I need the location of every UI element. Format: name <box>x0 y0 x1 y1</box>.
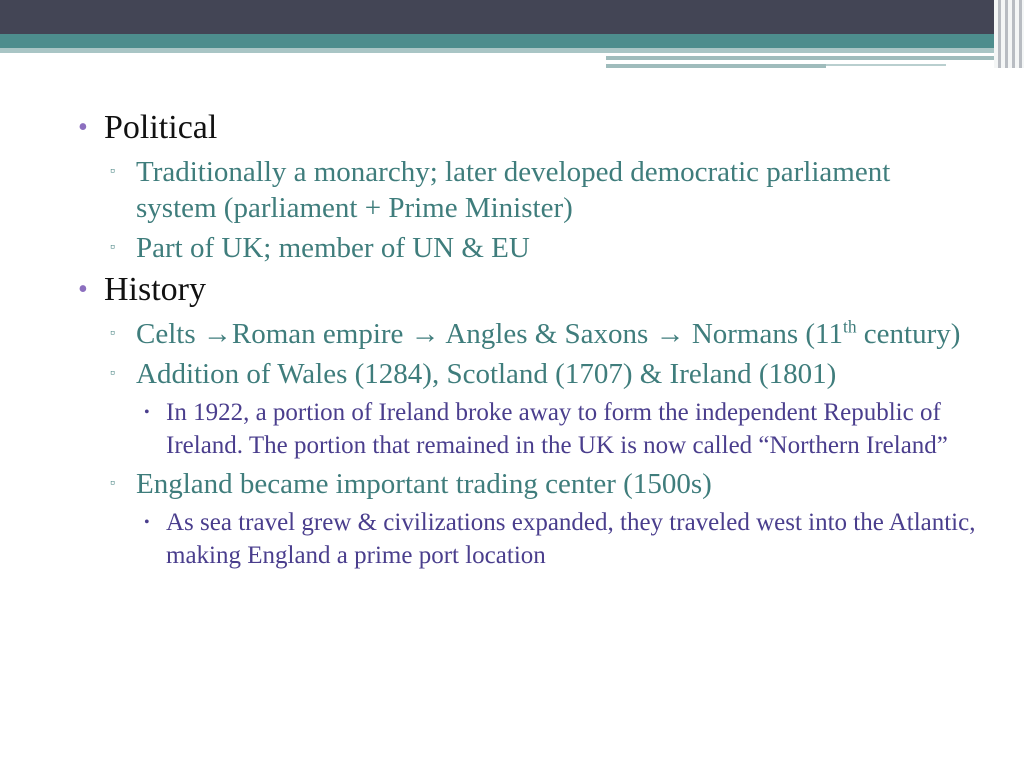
history-part: century) <box>856 318 961 350</box>
header-dark-bar <box>0 0 1024 34</box>
note-text: As sea travel grew & civilizations expanded, they traveled west into the Atlantic, making England a prime port location <box>166 509 976 569</box>
sub-bullet-text: Part of UK; member of UN & EU <box>136 232 530 264</box>
sub-bullet-text: Traditionally a monarchy; later developed democratic parliament system (parliament + Prime Minister) <box>136 156 891 224</box>
slide-content <box>78 104 978 572</box>
note-bullet <box>144 506 978 572</box>
arrow-right-icon: → <box>202 318 232 350</box>
note-text: In 1922, a portion of Ireland broke away to form the independent Republic of Ireland. The portion that remained in the UK is now called “Northern Ireland” <box>166 399 948 459</box>
sub-bullet <box>110 316 978 352</box>
bullet-political <box>78 106 978 150</box>
header-teal-band <box>0 34 1024 48</box>
history-part: Angles & Saxons <box>445 318 649 350</box>
sub-bullet-icon: ▫ <box>110 326 115 341</box>
header-accent-line <box>606 56 1006 60</box>
arrow-right-icon: → <box>410 318 440 350</box>
sub-bullet-icon: ▫ <box>110 476 115 491</box>
bullet-icon: • <box>78 112 88 143</box>
sub-bullet-icon: ▫ <box>110 164 115 179</box>
header-light-band <box>0 48 1024 53</box>
header-accent-line <box>606 64 826 68</box>
sub-bullet <box>110 230 978 266</box>
note-bullet-icon: • <box>144 404 150 421</box>
sub-bullet-icon: ▫ <box>110 240 115 255</box>
history-part: Roman empire <box>231 318 404 350</box>
bullet-history <box>78 268 978 312</box>
bullet-icon: • <box>78 274 88 305</box>
bullet-heading: Political <box>104 109 218 146</box>
header-accent-line <box>826 64 946 66</box>
sub-bullet-icon: ▫ <box>110 366 115 381</box>
history-part: Normans (11 <box>691 318 843 350</box>
history-part: Celts <box>136 318 196 350</box>
sub-bullet <box>110 154 978 226</box>
sub-bullet-text: Addition of Wales (1284), Scotland (1707) & Ireland (1801) <box>136 358 837 390</box>
bullet-heading: History <box>104 271 206 308</box>
sub-bullet <box>110 466 978 502</box>
note-bullet-icon: • <box>144 514 150 531</box>
sub-bullet-text: England became important trading center (1500s) <box>136 468 712 500</box>
superscript: th <box>842 316 857 337</box>
sub-bullet <box>110 356 978 392</box>
arrow-right-icon: → <box>655 318 685 350</box>
corner-stripes <box>994 0 1024 68</box>
note-bullet <box>144 396 978 462</box>
